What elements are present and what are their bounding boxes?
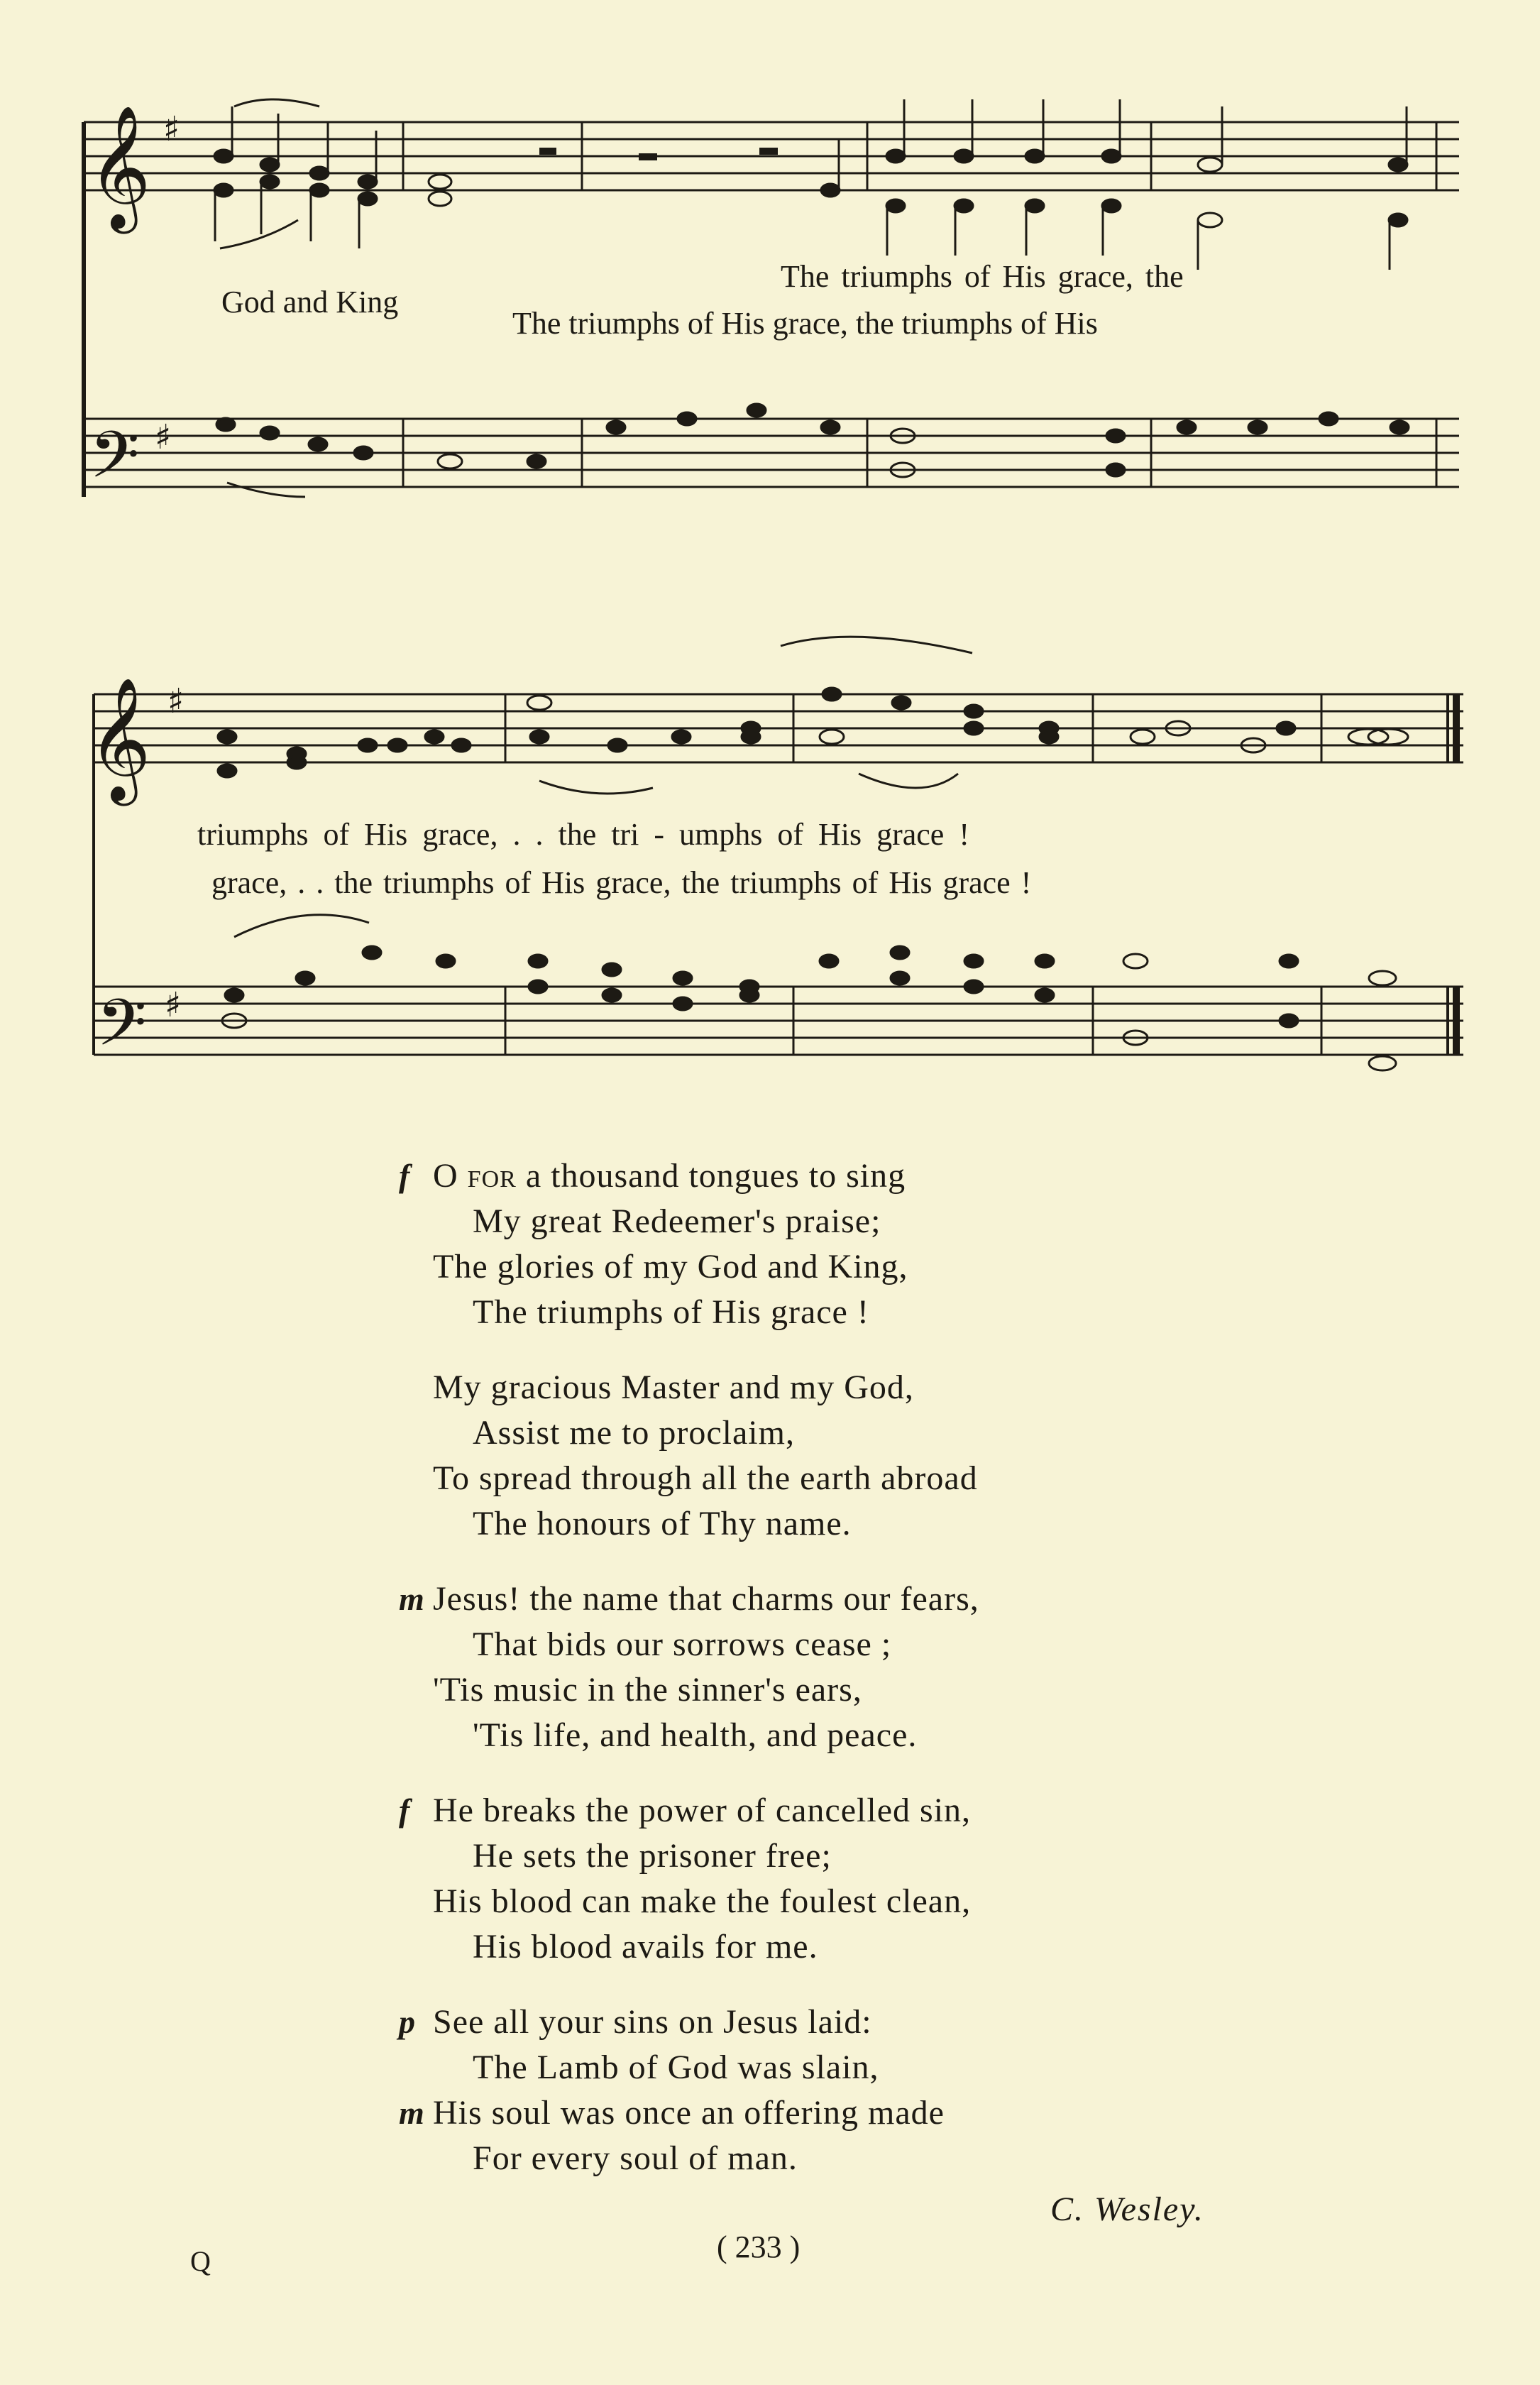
verse-line: His blood avails for me. bbox=[473, 1928, 818, 1965]
svg-text:♯: ♯ bbox=[155, 417, 172, 457]
verse-line: That bids our sorrows cease ; bbox=[473, 1625, 892, 1663]
system2-bass-staff bbox=[94, 987, 1463, 1055]
verse-line: m Jesus! the name that charms our fears, bbox=[433, 1577, 1355, 1622]
signature-mark: Q bbox=[190, 2245, 211, 2277]
verse-line: p See all your sins on Jesus laid: bbox=[433, 2000, 1355, 2045]
dynamic-marking: m bbox=[399, 2095, 425, 2131]
dynamic-marking: m bbox=[399, 1581, 425, 1617]
svg-text:𝄞: 𝄞 bbox=[88, 105, 151, 229]
system2-alto-lyric: triumphs of His grace, . . the tri - umphs of His grace ! bbox=[197, 817, 969, 852]
verse-4 bbox=[399, 1788, 1355, 1970]
verse-line: For every soul of man. bbox=[473, 2139, 798, 2177]
music-score bbox=[0, 0, 1540, 1079]
verse-line: m His soul was once an offering made bbox=[433, 2090, 1355, 2136]
system1-top-lyric: God and King bbox=[221, 285, 399, 319]
system1-treble-staff bbox=[84, 122, 1459, 190]
verse-line: The triumphs of His grace ! bbox=[473, 1293, 869, 1331]
verse-line: 'Tis music in the sinner's ears, bbox=[433, 1671, 862, 1709]
verse-line: The glories of my God and King, bbox=[433, 1248, 908, 1285]
verse-2 bbox=[433, 1365, 1355, 1547]
hymn-verses bbox=[399, 1153, 1355, 2211]
verse-5 bbox=[399, 2000, 1355, 2181]
verse-line: To spread through all the earth abroad bbox=[433, 1459, 978, 1497]
verse-line: f He breaks the power of cancelled sin, bbox=[433, 1788, 1355, 1833]
verse-line: The Lamb of God was slain, bbox=[473, 2049, 879, 2086]
svg-text:𝄢: 𝄢 bbox=[89, 417, 140, 508]
svg-text:𝄢: 𝄢 bbox=[97, 985, 147, 1076]
dynamic-marking: p bbox=[399, 2004, 416, 2040]
verse-3 bbox=[399, 1577, 1355, 1758]
verse-line: My gracious Master and my God, bbox=[433, 1369, 914, 1406]
verse-line: f O for a thousand tongues to sing bbox=[433, 1153, 1355, 1199]
verse-line: His blood can make the foulest clean, bbox=[433, 1882, 972, 1920]
svg-text:♯: ♯ bbox=[163, 109, 180, 149]
system2-tenor-lyric: grace, . . the triumphs of His grace, the triumphs of His grace ! bbox=[211, 865, 1032, 900]
dynamic-marking: f bbox=[399, 1158, 411, 1194]
page-number: ( 233 ) bbox=[717, 2230, 801, 2264]
verse-line: My great Redeemer's praise; bbox=[473, 1202, 881, 1240]
dynamic-marking: f bbox=[399, 1792, 411, 1828]
svg-text:♯: ♯ bbox=[165, 985, 182, 1025]
verse-line: He sets the prisoner free; bbox=[473, 1837, 832, 1875]
svg-text:♯: ♯ bbox=[167, 681, 185, 721]
system1-alto-lyric: The triumphs of His grace, the bbox=[781, 259, 1184, 294]
verse-line: 'Tis life, and health, and peace. bbox=[473, 1716, 918, 1754]
svg-text:𝄞: 𝄞 bbox=[88, 677, 151, 801]
author-attribution: C. Wesley. bbox=[1050, 2191, 1204, 2228]
verse-line: Assist me to proclaim, bbox=[473, 1414, 795, 1452]
system1-tenor-lyric: The triumphs of His grace, the triumphs of His bbox=[512, 306, 1098, 341]
verse-line: The honours of Thy name. bbox=[473, 1505, 852, 1542]
verse-1 bbox=[399, 1153, 1355, 1335]
